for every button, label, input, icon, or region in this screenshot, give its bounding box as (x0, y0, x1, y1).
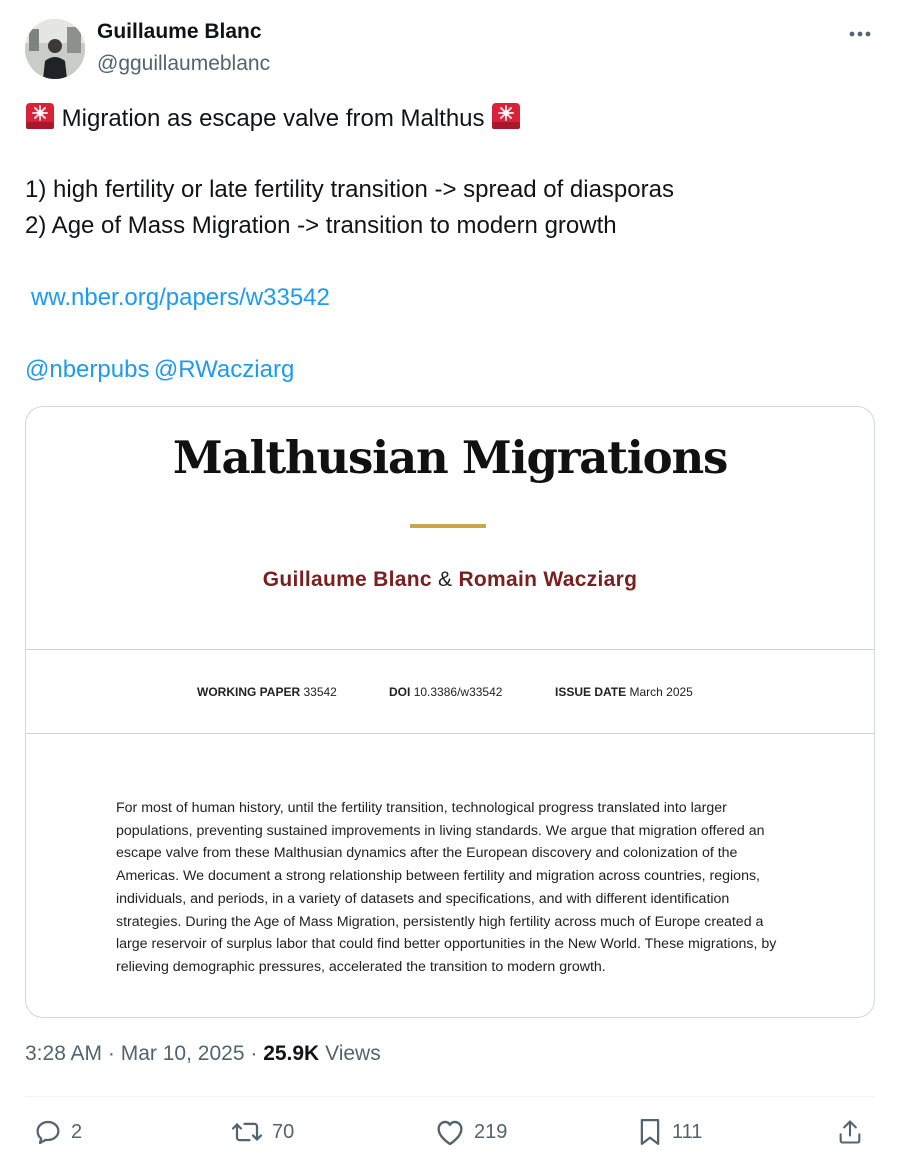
working-paper-value: 33542 (303, 685, 337, 699)
tweet-timestamp (25, 1042, 381, 1066)
repost-button[interactable] (230, 1114, 294, 1150)
repost-count: 70 (272, 1120, 295, 1143)
share-icon (836, 1117, 864, 1147)
issue-date-value: March 2025 (629, 685, 693, 699)
views-count: 25.9K (263, 1042, 320, 1065)
meta-separator: · (250, 1042, 258, 1065)
paper-abstract: For most of human history, until the fertility transition, technological progress translated into larger populations, preventing sustained improvements in living standards. We argue that migration offered an escape valve from these Malthusian dynamics after the European discovery and colonization of the Americas. We document a strong relationship between fertility and migration across countries, regions, individuals, and periods, in a variety of datasets and specifications, and with different identification strategies. During the Age of Mass Migration, persistently high fertility across much of Europe created a large reservoir of surplus labor that could find better opportunities in the New World. These migrations, by relieving demographic pressures, accelerated the transition to modern growth. (116, 800, 777, 975)
card-divider (26, 733, 874, 734)
views-label: Views (325, 1042, 381, 1065)
action-bar-divider (25, 1096, 875, 1097)
tweet-date[interactable]: Mar 10, 2025 (120, 1042, 245, 1065)
avatar[interactable] (25, 19, 85, 79)
tweet-point-2: 2) Age of Mass Migration -> transition to modern growth (25, 212, 617, 239)
paper-title: Malthusian Migrations (172, 431, 728, 484)
paper-author-1: Guillaume Blanc (262, 568, 432, 591)
doi-meta (389, 685, 502, 699)
bookmark-button[interactable] (636, 1114, 702, 1150)
reply-count: 2 (71, 1120, 83, 1143)
author-ampersand: & (437, 568, 453, 591)
doi-value: 10.3386/w33542 (413, 685, 503, 699)
paper-link[interactable]: ww.nber.org/papers/w33542 (31, 284, 330, 311)
issue-date-label: ISSUE DATE (555, 685, 627, 699)
reply-icon (33, 1117, 63, 1147)
working-paper-label: WORKING PAPER (197, 685, 301, 699)
paper-authors (26, 568, 874, 592)
tweet-time[interactable]: 3:28 AM (25, 1042, 103, 1065)
more-options-button[interactable] (843, 20, 877, 48)
doi-label: DOI (389, 685, 411, 699)
paper-card[interactable] (25, 406, 875, 1018)
working-paper-meta (197, 685, 337, 699)
paper-author-2: Romain Wacziarg (458, 568, 638, 591)
bookmark-count: 111 (672, 1120, 703, 1143)
share-button[interactable] (836, 1114, 864, 1150)
heart-icon (434, 1117, 466, 1147)
like-button[interactable] (434, 1114, 507, 1150)
more-icon (848, 30, 872, 38)
tweet-headline-text: Migration as escape valve from Malthus (61, 105, 485, 132)
repost-icon (230, 1117, 264, 1147)
issue-date-meta (555, 685, 693, 699)
card-divider (26, 649, 874, 650)
bookmark-icon (636, 1117, 664, 1147)
avatar-photo (25, 19, 85, 79)
reply-button[interactable] (33, 1114, 82, 1150)
meta-separator: · (107, 1042, 115, 1065)
tweet-point-1: 1) high fertility or late fertility transition -> spread of diasporas (25, 176, 674, 203)
title-rule (410, 524, 486, 528)
author-name[interactable]: Guillaume Blanc (97, 20, 262, 43)
siren-icon (491, 102, 521, 138)
like-count: 219 (474, 1120, 508, 1143)
mention-rwacziarg[interactable]: @RWacziarg (153, 356, 295, 383)
siren-icon (25, 102, 55, 138)
tweet-headline (25, 102, 521, 138)
author-handle[interactable]: @gguillaumeblanc (97, 52, 271, 75)
mention-nberpubs[interactable]: @nberpubs (25, 356, 150, 383)
